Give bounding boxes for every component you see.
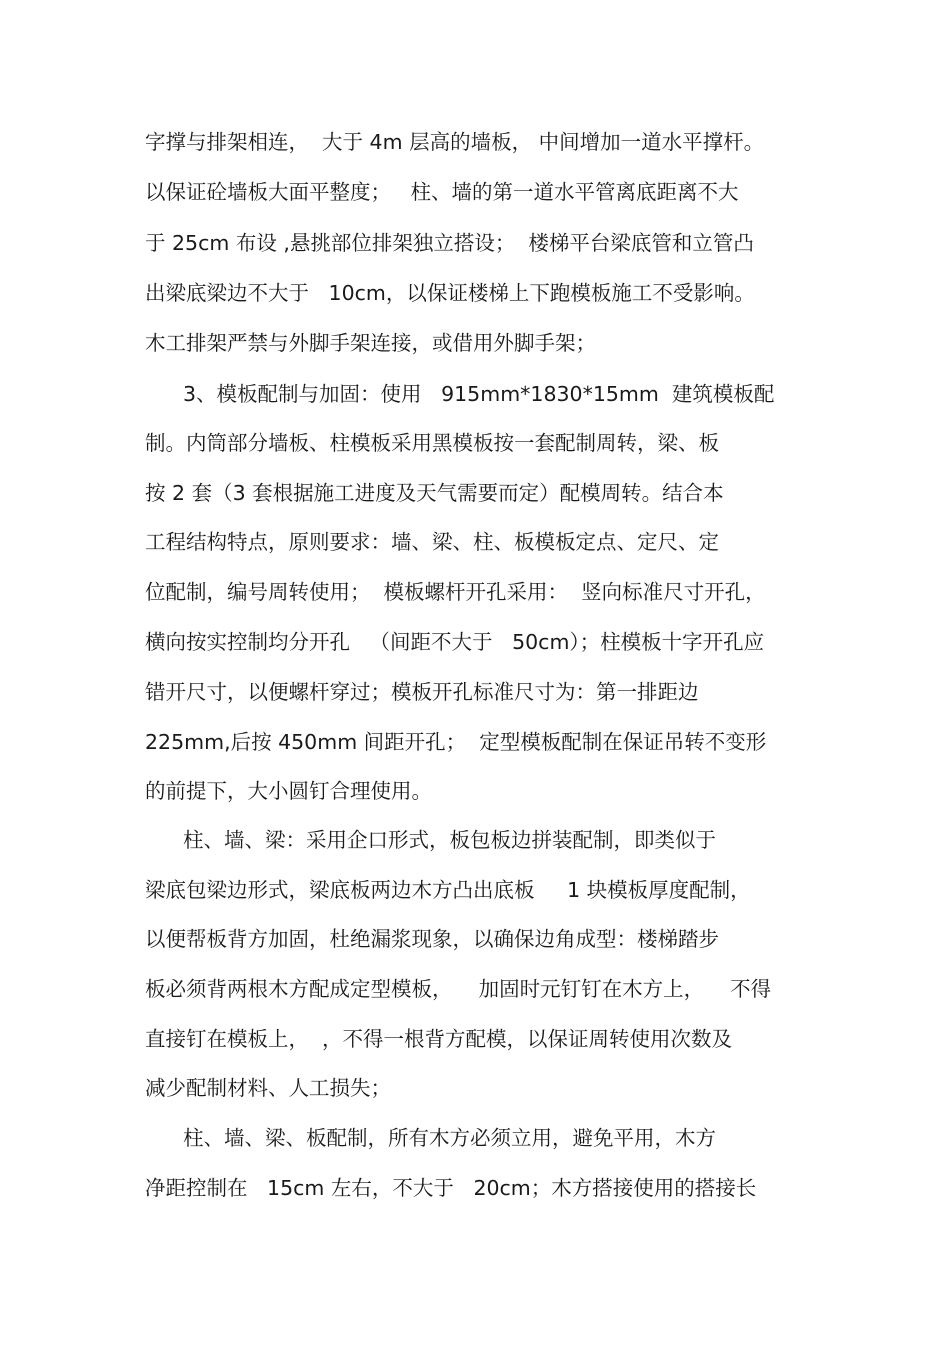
text-line: 出梁底梁边不大于 10cm，以保证楼梯上下跑模板施工不受影响。 bbox=[145, 281, 755, 305]
text-line: 的前提下，大小圆钉合理使用。 bbox=[145, 779, 432, 803]
text-line: 木工排架严禁与外脚手架连接，或借用外脚手架； bbox=[145, 331, 596, 355]
text-line: 按 2 套（3 套根据施工进度及天气需要而定）配模周转。结合本 bbox=[145, 481, 724, 505]
text-line: 制。内筒部分墙板、柱模板采用黑模板按一套配制周转，梁、板 bbox=[145, 431, 719, 455]
text-line: 柱、墙、梁：采用企口形式，板包板边拼装配制，即类似于 bbox=[183, 828, 716, 852]
text-line: 以保证砼墙板大面平整度； 柱、墙的第一道水平管离底距离不大 bbox=[145, 180, 739, 204]
text-line: 直接钉在模板上， ，不得一根背方配模，以保证周转使用次数及 bbox=[145, 1027, 733, 1051]
text-line: 225mm,后按 450mm 间距开孔； 定型模板配制在保证吊转不变形 bbox=[145, 730, 767, 754]
text-line: 工程结构特点，原则要求：墙、梁、柱、板模板定点、定尺、定 bbox=[145, 530, 719, 554]
text-line: 柱、墙、梁、板配制，所有木方必须立用，避免平用，木方 bbox=[183, 1126, 716, 1150]
text-line: 位配制，编号周转使用； 模板螺杆开孔采用： 竖向标准尺寸开孔， bbox=[145, 580, 766, 604]
text-line: 3、模板配制与加固：使用 915mm*1830*15mm 建筑模板配 bbox=[183, 382, 775, 406]
text-line: 板必须背两根木方配成定型模板， 加固时元钉钉在木方上， 不得 bbox=[145, 977, 772, 1001]
text-line: 以便帮板背方加固，杜绝漏浆现象，以确保边角成型：楼梯踏步 bbox=[145, 927, 719, 951]
text-line: 于 25cm 布设 ,悬挑部位排架独立搭设； 楼梯平台梁底管和立管凸 bbox=[145, 231, 754, 255]
text-line: 减少配制材料、人工损失； bbox=[145, 1076, 391, 1100]
text-line: 字撑与排架相连， 大于 4m 层高的墙板， 中间增加一道水平撑杆。 bbox=[145, 130, 765, 154]
text-line: 净距控制在 15cm 左右，不大于 20cm；木方搭接使用的搭接长 bbox=[145, 1176, 757, 1200]
text-line: 错开尺寸，以便螺杆穿过；模板开孔标准尺寸为：第一排距边 bbox=[145, 680, 699, 704]
text-line: 横向按实控制均分开孔 （间距不大于 50cm）；柱模板十字开孔应 bbox=[145, 630, 765, 654]
text-line: 梁底包梁边形式，梁底板两边木方凸出底板 1 块模板厚度配制， bbox=[145, 878, 751, 902]
